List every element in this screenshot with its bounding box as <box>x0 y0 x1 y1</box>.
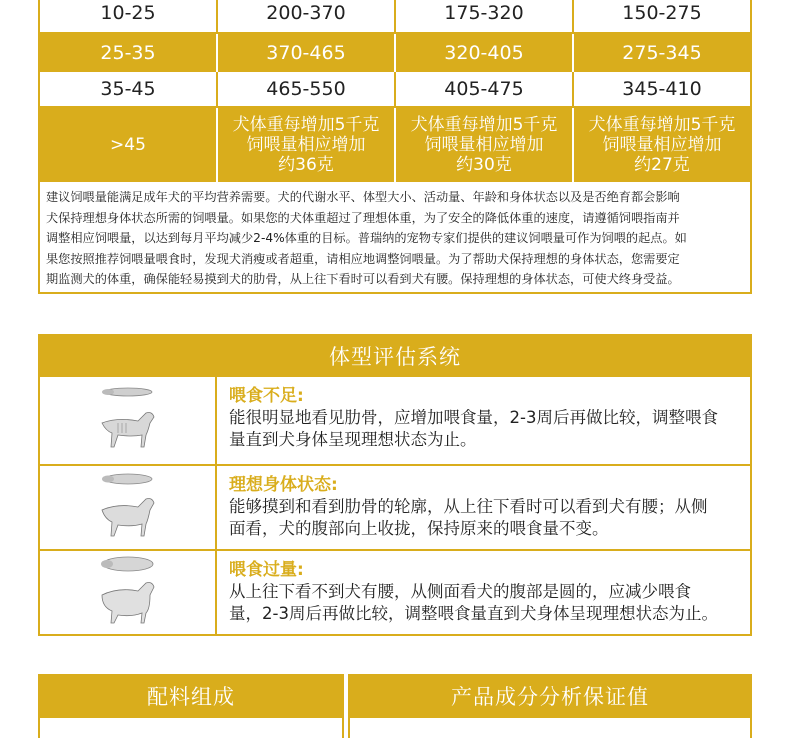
ideal-dog-icon <box>88 470 168 546</box>
fat-dog-icon <box>88 555 168 631</box>
amount-cell: 150-275 <box>574 0 750 34</box>
amount-line: 约36克 <box>278 155 334 175</box>
ingredients-section <box>38 674 344 738</box>
weight-cell: 35-45 <box>40 72 218 108</box>
ingredients-body <box>38 718 344 738</box>
condition-text: 面看，犬的腹部向上收拢，保持原来的喂食量不变。 <box>229 519 609 538</box>
table-row <box>40 108 750 182</box>
condition-text: 能很明显地看见肋骨，应增加喂食量，2-3周后再做比较，调整喂食 <box>229 408 718 427</box>
amount-line: 饲喂量相应增加 <box>424 135 544 155</box>
condition-label: 喂食过量: <box>229 560 304 580</box>
ingredients-title: 配料组成 <box>38 674 344 718</box>
amount-cell: 405-475 <box>396 72 574 108</box>
weight-cell: >45 <box>40 108 218 182</box>
table-row <box>40 34 750 72</box>
note-line: 调整相应饲喂量，以达到每月平均减少2-4%体重的目标。普瑞纳的宠物专家们提供的建议饲喂量可作为饲喂的起点。如 <box>46 231 687 245</box>
condition-row-overfed <box>38 551 752 636</box>
analysis-body <box>348 718 752 738</box>
weight-cell: 25-35 <box>40 34 218 72</box>
amount-line: 饲喂量相应增加 <box>246 135 366 155</box>
dog-illustration <box>40 551 217 634</box>
body-condition-section <box>38 334 752 636</box>
condition-text: 量直到犬身体呈现理想状态为止。 <box>229 430 477 449</box>
amount-cell <box>396 108 574 182</box>
amount-cell: 465-550 <box>218 72 396 108</box>
amount-line: 犬体重每增加5千克 <box>410 115 558 135</box>
dog-illustration <box>40 466 217 549</box>
dog-illustration <box>40 377 217 464</box>
note-line: 果您按照推荐饲喂量喂食时，发现犬消瘦或者超重，请相应地调整饲喂量。为了帮助犬保持理想的身体状态，您需要定 <box>46 251 680 266</box>
amount-cell: 175-320 <box>396 0 574 34</box>
bottom-sections <box>38 674 752 738</box>
condition-row-underfed <box>38 377 752 466</box>
feeding-table <box>38 0 752 294</box>
amount-cell: 275-345 <box>622 42 702 64</box>
analysis-section <box>348 674 752 738</box>
amount-cell <box>218 108 396 182</box>
table-row <box>40 0 750 34</box>
amount-line: 犬体重每增加5千克 <box>232 115 380 135</box>
note-line: 建议饲喂量能满足成年犬的平均营养需要。犬的代谢水平、体型大小、活动量、年龄和身体状态以及是否绝育都会影响 <box>46 190 680 204</box>
note-line: 犬保持理想身体状态所需的饲喂量。如果您的犬体重超过了理想体重，为了安全的降低体重的速度，请遵循饲喂指南并 <box>46 210 680 225</box>
condition-label: 理想身体状态: <box>229 475 338 495</box>
weight-cell: 10-25 <box>40 0 218 34</box>
amount-cell: 320-405 <box>396 34 574 72</box>
table-row <box>40 72 750 108</box>
amount-cell: 345-410 <box>574 72 750 108</box>
amount-cell: 370-465 <box>218 34 396 72</box>
condition-text: 能够摸到和看到肋骨的轮廓，从上往下看时可以看到犬有腰；从侧 <box>229 497 708 516</box>
feeding-note <box>40 182 750 294</box>
amount-line: 饲喂量相应增加 <box>602 135 722 155</box>
condition-row-ideal <box>38 466 752 551</box>
condition-text: 从上往下看不到犬有腰，从侧面看犬的腹部是圆的，应减少喂食 <box>229 582 691 601</box>
condition-label: 喂食不足: <box>229 386 304 406</box>
note-line: 期监测犬的体重，确保能轻易摸到犬的肋骨，从上往下看时可以看到犬有腰。保持理想的身体状态，可使犬终身受益。 <box>46 272 680 286</box>
analysis-title: 产品成分分析保证值 <box>348 674 752 718</box>
amount-cell <box>574 108 750 182</box>
section-title: 体型评估系统 <box>38 334 752 377</box>
amount-cell: 200-370 <box>218 0 396 34</box>
condition-text: 量，2-3周后再做比较，调整喂食量直到犬身体呈现理想状态为止。 <box>229 604 718 623</box>
amount-line: 约27克 <box>634 155 690 175</box>
amount-line: 犬体重每增加5千克 <box>588 115 736 135</box>
amount-line: 约30克 <box>456 155 512 175</box>
thin-dog-icon <box>88 383 168 459</box>
